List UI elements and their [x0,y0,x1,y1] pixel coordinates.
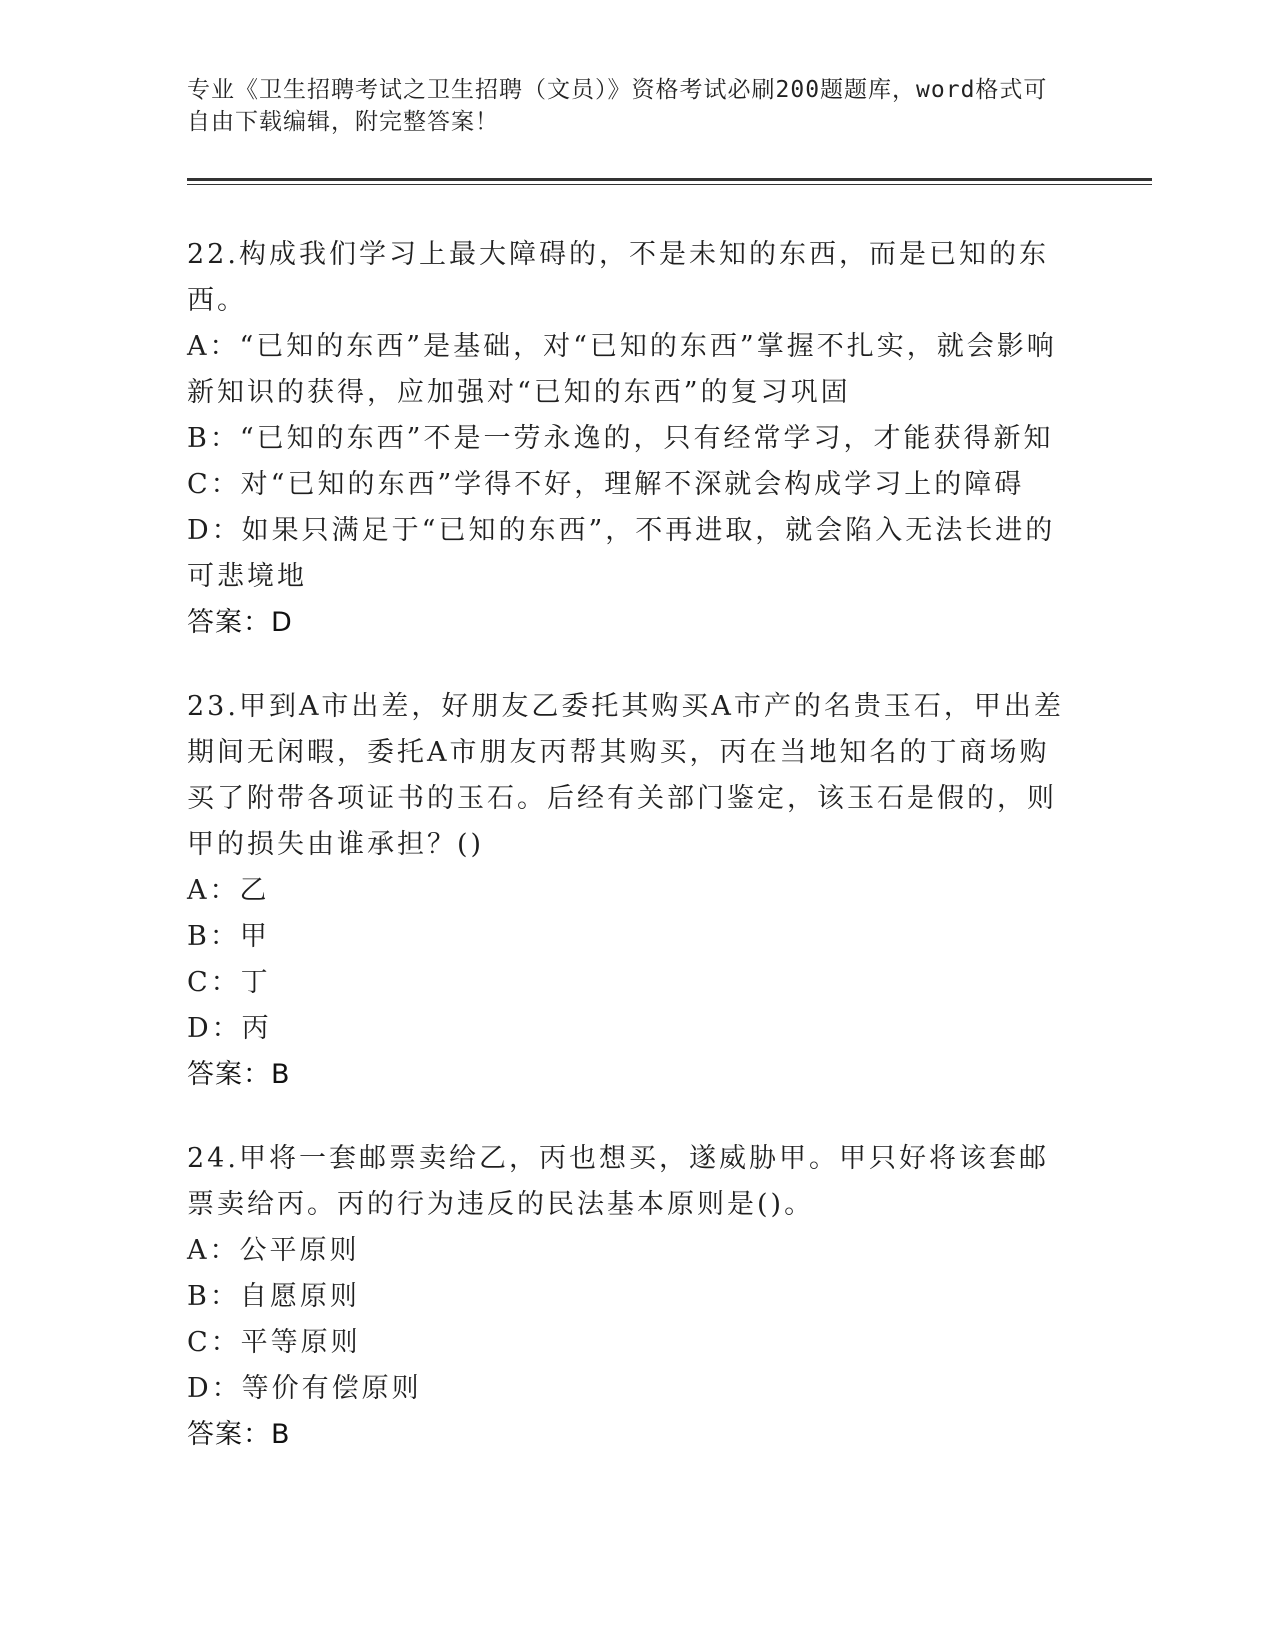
question-stem: 22.构成我们学习上最大障碍的，不是未知的东西，而是已知的东西。 [187,239,1049,316]
header-divider-thick [187,178,1152,181]
question-24 [187,1136,1067,1458]
option-d: D：等价有偿原则 [187,1373,422,1404]
option-c: C：丁 [187,967,271,998]
option-d: D：如果只满足于“已知的东西”，不再进取，就会陷入无法长进的可悲境地 [187,515,1056,592]
question-stem: 24.甲将一套邮票卖给乙，丙也想买，遂威胁甲。甲只好将该套邮票卖给丙。丙的行为违反的民法基本原则是()。 [187,1143,1049,1220]
option-b: B：自愿原则 [187,1281,360,1312]
header-divider-thin [187,184,1152,185]
option-c: C：平等原则 [187,1327,361,1358]
option-a: A：公平原则 [187,1235,360,1266]
option-b: B：甲 [187,921,270,952]
answer-label: 答案：D [187,607,293,638]
question-22 [187,232,1067,646]
answer-label: 答案：B [187,1419,291,1450]
option-a: A：乙 [187,875,270,906]
option-c: C：对“已知的东西”学得不好，理解不深就会构成学习上的障碍 [187,469,1025,500]
question-23 [187,684,1067,1098]
option-a: A：“已知的东西”是基础，对“已知的东西”掌握不扎实，就会影响新知识的获得，应加强对“已知的东西”的复习巩固 [187,331,1057,408]
document-header: 专业《卫生招聘考试之卫生招聘（文员）》资格考试必刷200题题库，word格式可自由下载编辑，附完整答案！ [187,77,1048,135]
answer-label: 答案：B [187,1059,291,1090]
option-d: D：丙 [187,1013,272,1044]
option-b: B：“已知的东西”不是一劳永逸的，只有经常学习，才能获得新知 [187,423,1054,454]
question-list [187,232,1067,1496]
question-stem: 23.甲到A市出差，好朋友乙委托其购买A市产的名贵玉石，甲出差期间无闲暇，委托A市朋友丙帮其购买，丙在当地知名的丁商场购买了附带各项证书的玉石。后经有关部门鉴定，该玉石是假的，则甲的损失由谁承担？() [187,691,1064,860]
